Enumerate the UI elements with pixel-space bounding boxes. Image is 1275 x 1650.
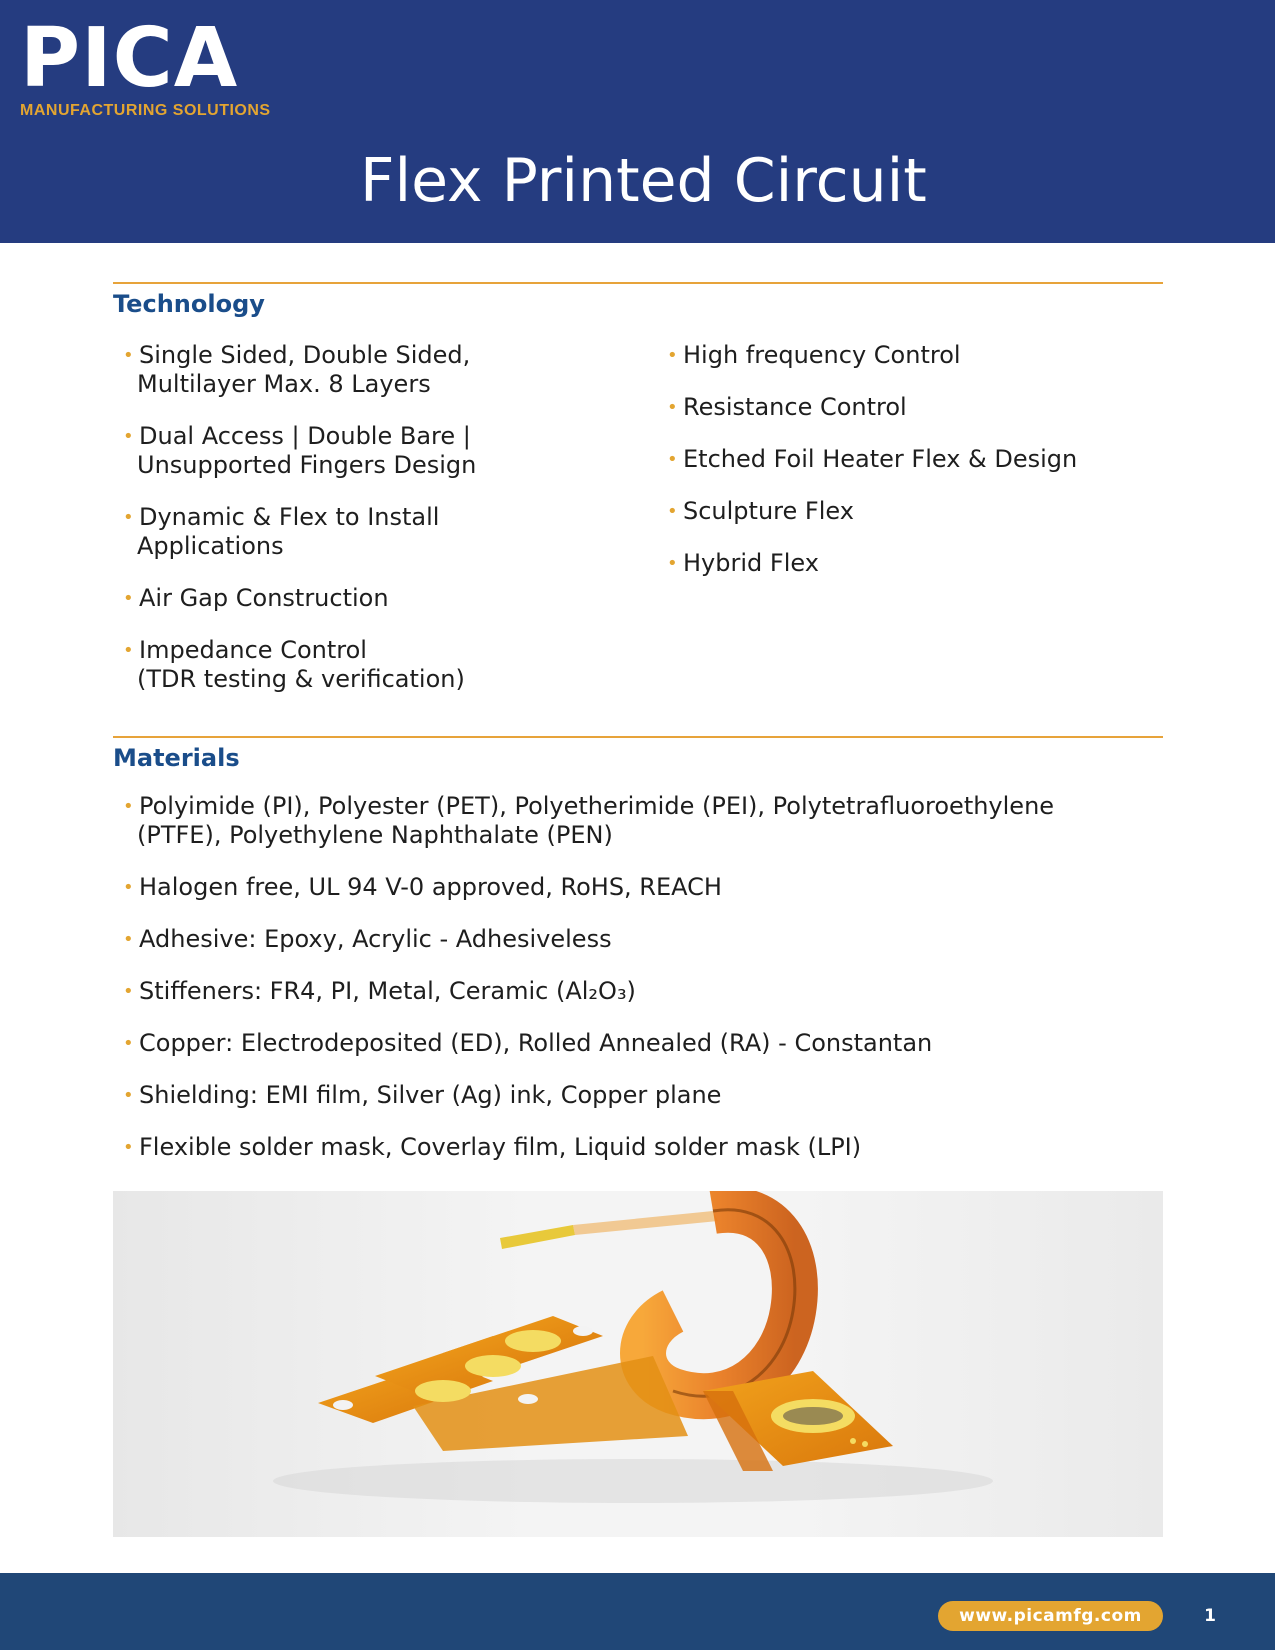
materials-list: [120, 792, 1054, 1185]
bullet-item: [120, 925, 1054, 954]
materials-divider: [113, 736, 1163, 738]
bullet-dot-icon: •: [667, 397, 678, 418]
bullet-dot-icon: •: [123, 1085, 134, 1106]
bullet-item: [664, 549, 1077, 578]
bullet-text: Dynamic & Flex to Install: [139, 503, 440, 531]
bullet-dot-icon: •: [123, 981, 134, 1002]
bullet-text: Resistance Control: [683, 393, 907, 421]
page-number: 1: [1204, 1606, 1216, 1626]
bullet-item: [120, 873, 1054, 902]
bullet-text: Etched Foil Heater Flex & Design: [683, 445, 1078, 473]
bullet-dot-icon: •: [123, 507, 134, 528]
bullet-text: Halogen free, UL 94 V-0 approved, RoHS, REACH: [139, 873, 722, 901]
bullet-dot-icon: •: [123, 640, 134, 661]
bullet-item: [120, 584, 476, 613]
bullet-dot-icon: •: [123, 588, 134, 609]
bullet-item: [120, 1081, 1054, 1110]
bullet-dot-icon: •: [667, 501, 678, 522]
bullet-text: Applications: [137, 532, 284, 560]
bullet-text: Polyimide (PI), Polyester (PET), Polyetherimide (PEI), Polytetrafluoroethylene: [139, 792, 1055, 820]
bullet-item: [664, 393, 1077, 422]
bullet-text: Impedance Control: [139, 636, 367, 664]
bullet-item: [120, 792, 1054, 850]
flex-circuit-photo: [113, 1191, 1163, 1537]
pica-logo: PICA: [20, 11, 239, 106]
bullet-item: [664, 497, 1077, 526]
bullet-text: Multilayer Max. 8 Layers: [137, 370, 431, 398]
logo-subtitle: MANUFACTURING SOLUTIONS: [20, 102, 271, 119]
technology-divider: [113, 282, 1163, 284]
bullet-item: [120, 503, 476, 561]
bullet-dot-icon: •: [123, 796, 134, 817]
bullet-text: Dual Access | Double Bare |: [139, 422, 471, 450]
bullet-dot-icon: •: [123, 1033, 134, 1054]
bullet-dot-icon: •: [667, 449, 678, 470]
bullet-item: [120, 422, 476, 480]
bullet-dot-icon: •: [123, 345, 134, 366]
technology-heading: Technology: [113, 290, 265, 318]
bullet-item: [120, 1029, 1054, 1058]
bullet-text: Unsupported Fingers Design: [137, 451, 477, 479]
bullet-text: Adhesive: Epoxy, Acrylic - Adhesiveless: [139, 925, 612, 953]
bullet-text: Hybrid Flex: [683, 549, 819, 577]
technology-list-right: [664, 341, 1077, 601]
materials-heading: Materials: [113, 744, 240, 772]
bullet-item: [120, 977, 1054, 1006]
bullet-dot-icon: •: [667, 345, 678, 366]
bullet-item: [120, 341, 476, 399]
bullet-text: Sculpture Flex: [683, 497, 854, 525]
technology-list-left: [120, 341, 476, 717]
bullet-dot-icon: •: [123, 877, 134, 898]
bullet-text: Air Gap Construction: [139, 584, 389, 612]
bullet-text: Stiffeners: FR4, PI, Metal, Ceramic (Al₂O₃): [139, 977, 636, 1005]
bullet-dot-icon: •: [123, 929, 134, 950]
bullet-text: (TDR testing & verification): [137, 665, 465, 693]
page-title: Flex Printed Circuit: [360, 146, 927, 216]
bullet-dot-icon: •: [123, 1137, 134, 1158]
bullet-text: High frequency Control: [683, 341, 961, 369]
bullet-dot-icon: •: [667, 553, 678, 574]
flex-circuit-illustration: [113, 1191, 1163, 1537]
bullet-item: [664, 341, 1077, 370]
bullet-item: [664, 445, 1077, 474]
bullet-item: [120, 636, 476, 694]
website-link[interactable]: www.picamfg.com: [938, 1601, 1163, 1631]
bullet-text: Copper: Electrodeposited (ED), Rolled Annealed (RA) - Constantan: [139, 1029, 933, 1057]
bullet-dot-icon: •: [123, 426, 134, 447]
bullet-text: Flexible solder mask, Coverlay film, Liquid solder mask (LPI): [139, 1133, 862, 1161]
bullet-text: Single Sided, Double Sided,: [139, 341, 471, 369]
bullet-text: Shielding: EMI film, Silver (Ag) ink, Copper plane: [139, 1081, 722, 1109]
bullet-item: [120, 1133, 1054, 1162]
bullet-text: (PTFE), Polyethylene Naphthalate (PEN): [137, 821, 613, 849]
